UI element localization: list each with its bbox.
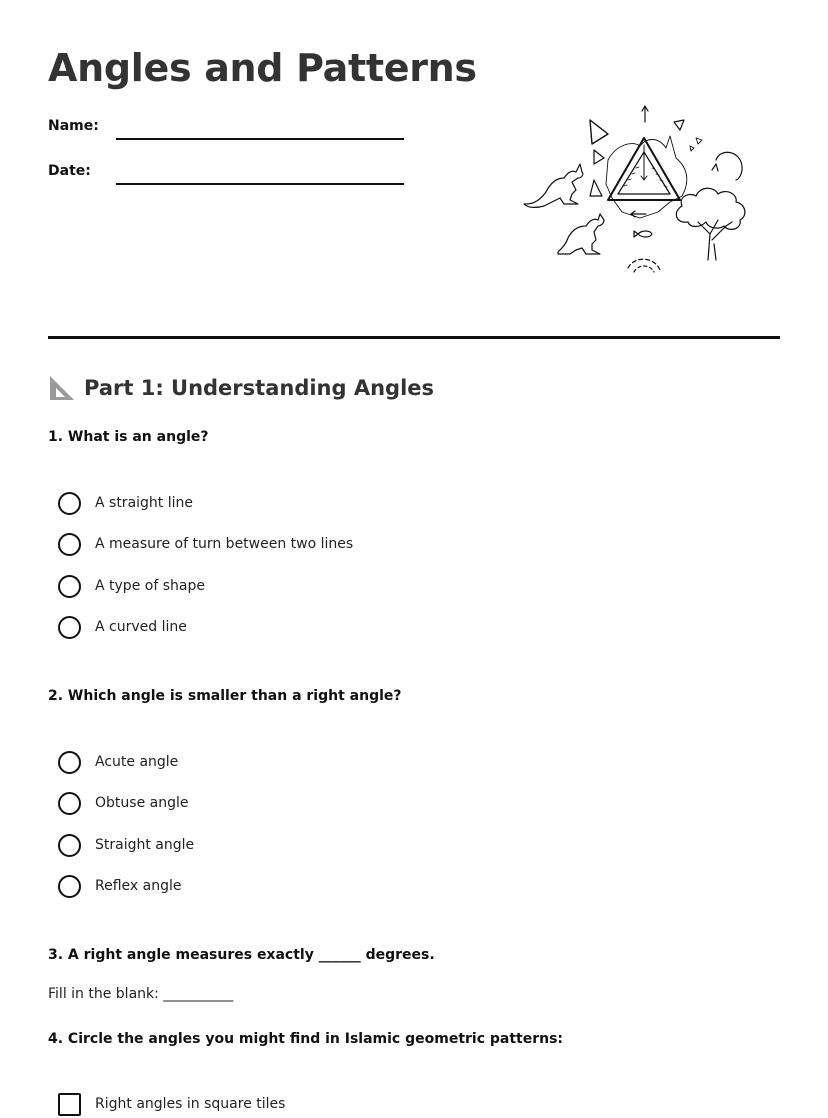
radio-button[interactable] — [58, 792, 81, 815]
q1-option-1[interactable] — [58, 491, 193, 515]
q2-option-4[interactable] — [58, 874, 181, 898]
radio-button[interactable] — [58, 575, 81, 598]
section-divider — [48, 336, 780, 339]
option-label: A straight line — [95, 495, 193, 511]
option-label: Acute angle — [95, 754, 179, 770]
fill-in-blank[interactable]: Fill in the blank: __________ — [48, 986, 234, 1002]
radio-button[interactable] — [58, 533, 81, 556]
q1-option-2[interactable] — [58, 532, 353, 556]
option-label: Reflex angle — [95, 878, 182, 894]
option-label: Straight angle — [95, 837, 195, 853]
question-1: 1. What is an angle? — [48, 429, 209, 445]
date-label: Date: — [48, 163, 91, 179]
option-label: Right angles in square tiles — [95, 1096, 286, 1112]
page-title: Angles and Patterns — [48, 46, 477, 90]
section-title: Part 1: Understanding Angles — [84, 376, 435, 400]
q1-option-4[interactable] — [58, 615, 187, 639]
question-3: 3. A right angle measures exactly ______ degrees. — [48, 947, 435, 963]
section-heading — [48, 374, 434, 402]
name-field[interactable] — [116, 138, 404, 140]
date-field[interactable] — [116, 183, 404, 185]
kangaroo-triangle-tree-illustration — [520, 100, 755, 280]
radio-button[interactable] — [58, 834, 81, 857]
option-label: A measure of turn between two lines — [95, 536, 354, 552]
radio-button[interactable] — [58, 616, 81, 639]
checkbox[interactable] — [58, 1093, 81, 1116]
question-4: 4. Circle the angles you might find in Islamic geometric patterns: — [48, 1031, 564, 1047]
q2-option-2[interactable] — [58, 791, 188, 815]
radio-button[interactable] — [58, 751, 81, 774]
radio-button[interactable] — [58, 875, 81, 898]
q2-option-3[interactable] — [58, 833, 194, 857]
set-square-icon — [48, 374, 76, 402]
option-label: A type of shape — [95, 578, 205, 594]
option-label: A curved line — [95, 619, 187, 635]
q4-option-1[interactable] — [58, 1092, 285, 1116]
radio-button[interactable] — [58, 492, 81, 515]
question-2: 2. Which angle is smaller than a right angle? — [48, 688, 402, 704]
q2-option-1[interactable] — [58, 750, 178, 774]
name-label: Name: — [48, 118, 99, 134]
q1-option-3[interactable] — [58, 574, 205, 598]
option-label: Obtuse angle — [95, 795, 189, 811]
